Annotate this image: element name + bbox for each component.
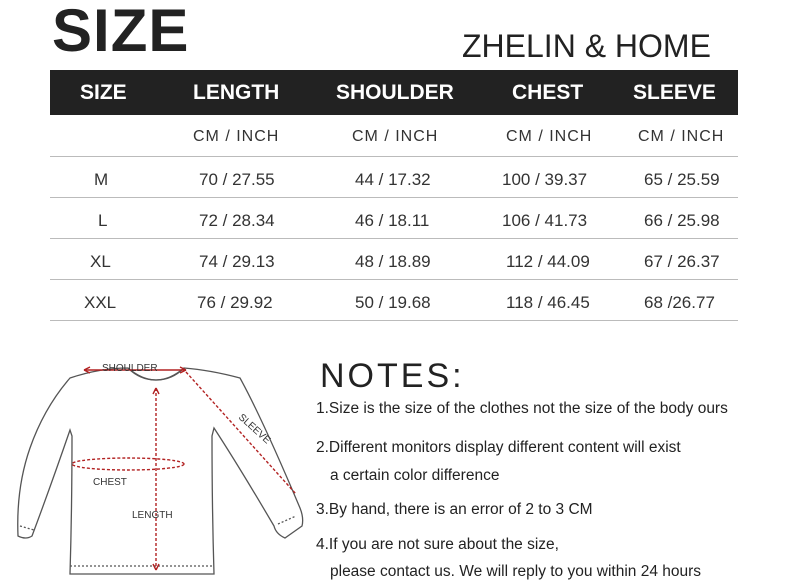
shoulder-label: SHOULDER [102,363,158,374]
cell-length: 76 / 29.92 [197,293,273,312]
cell-size: XL [90,252,111,271]
cell-sleeve: 66 / 25.98 [644,211,720,230]
sleeve-measure-line [186,372,296,494]
cell-chest: 100 / 39.37 [502,170,588,189]
note-item: 4.If you are not sure about the size, [316,536,559,553]
note-item: 2.Different monitors display different content will exist [316,439,681,456]
cell-shoulder: 50 / 19.68 [355,293,431,312]
cell-sleeve: 68 /26.77 [644,293,715,312]
cell-sleeve: 65 / 25.59 [644,170,720,189]
header-sleeve: SLEEVE [633,81,716,104]
cell-shoulder: 44 / 17.32 [355,170,431,189]
table-row [50,280,738,321]
header-size: SIZE [80,81,127,104]
shirt-outline [18,368,303,574]
unit-sleeve: CM / INCH [638,128,725,145]
sleeve-label: SLEEVE [235,412,273,447]
unit-shoulder: CM / INCH [352,128,439,145]
cell-size: XXL [84,293,117,312]
page-title: SIZE [52,0,190,64]
cell-shoulder: 46 / 18.11 [355,211,430,230]
cell-shoulder: 48 / 18.89 [355,252,431,271]
shirt-diagram [0,348,310,584]
cell-chest: 106 / 41.73 [502,211,588,230]
note-item: a certain color difference [330,467,500,484]
note-item: 1.Size is the size of the clothes not the size of the body ours [316,400,728,417]
notes-title: NOTES: [320,357,465,395]
unit-chest: CM / INCH [506,128,593,145]
header-chest: CHEST [512,81,584,104]
note-item: please contact us. We will reply to you within 24 hours [330,563,702,580]
chest-label: CHEST [93,477,127,488]
length-label: LENGTH [132,510,173,521]
table-header [50,70,738,115]
brand-name: ZHELIN & HOME [462,28,711,64]
header-length: LENGTH [193,81,280,104]
table-row [50,239,738,280]
table-row [50,198,738,239]
cell-size: M [94,170,109,189]
cell-length: 72 / 28.34 [199,211,275,230]
cell-length: 74 / 29.13 [199,252,275,271]
cell-size: L [98,211,108,230]
header-shoulder: SHOULDER [336,81,454,104]
unit-length: CM / INCH [193,128,280,145]
table-row [50,157,738,198]
unit-row [50,116,738,157]
cell-sleeve: 67 / 26.37 [644,252,720,271]
cell-length: 70 / 27.55 [199,170,275,189]
cell-chest: 118 / 46.45 [506,293,590,312]
note-item: 3.By hand, there is an error of 2 to 3 CM [316,501,593,518]
cell-chest: 112 / 44.09 [506,252,590,271]
chest-measure-ellipse [72,458,184,470]
